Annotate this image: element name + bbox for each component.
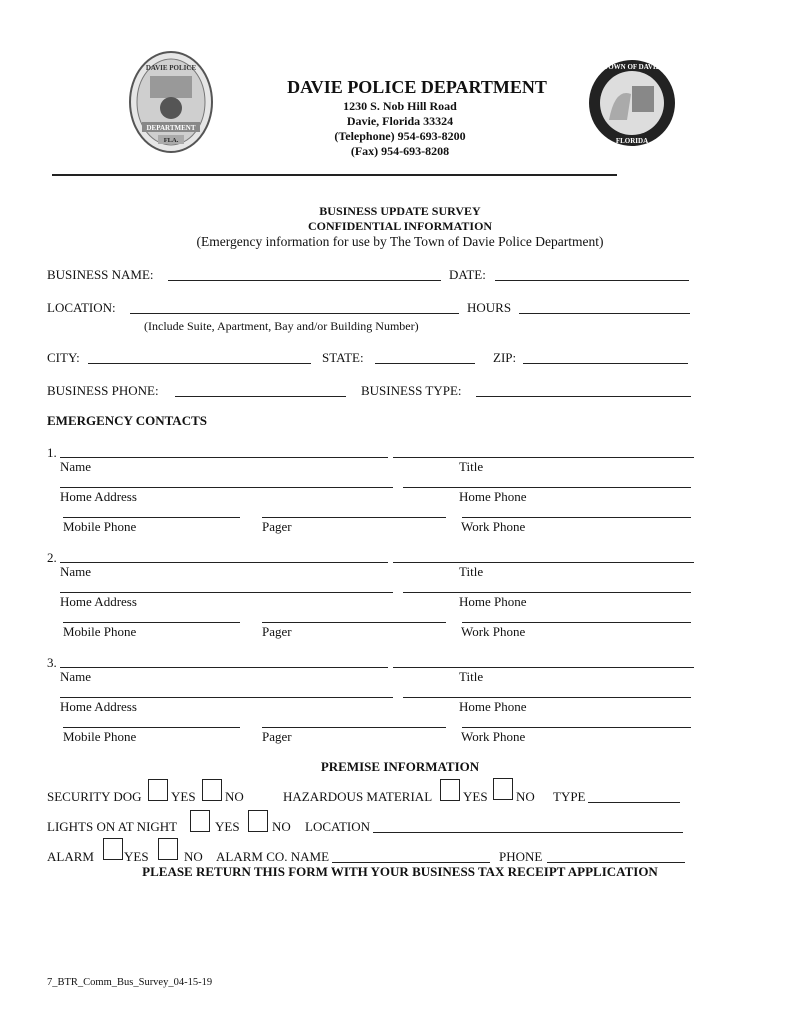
header-divider [52,174,617,176]
lights-location-label: LOCATION [305,819,370,834]
contact-number: 2. [47,550,57,565]
zip-label: ZIP: [493,350,517,365]
type-field[interactable] [588,802,680,803]
state-label: STATE: [322,350,364,365]
contact-pager-field[interactable] [262,622,446,623]
contact-mobile-phone-field[interactable] [63,727,240,728]
alarm-phone-field[interactable] [547,862,685,863]
no-label: NO [225,789,244,804]
type-label: TYPE [553,789,586,804]
contact-mobile-phone-field[interactable] [63,517,240,518]
contact-work-phone-label: Work Phone [461,624,526,639]
contact-home-phone-field[interactable] [403,592,691,593]
department-title: DAVIE POLICE DEPARTMENT [287,77,547,97]
contact-mobile-phone-label: Mobile Phone [63,519,137,534]
contact-work-phone-field[interactable] [462,622,691,623]
security-dog-label: SECURITY DOG [47,789,142,804]
telephone-line: (Telephone) 954-693-8200 [334,129,466,143]
contact-number: 1. [47,445,57,460]
survey-note: (Emergency information for use by The Town of Davie Police Department) [196,234,604,249]
badge-fla-text: FLA. [163,137,179,144]
hazardous-material-label: HAZARDOUS MATERIAL [283,789,433,804]
contact-title-label: Title [459,669,484,684]
contact-home-address-label: Home Address [60,699,137,714]
no-label: NO [272,819,291,834]
contact-mobile-phone-label: Mobile Phone [63,729,137,744]
yes-label: YES [215,819,240,834]
contact-work-phone-label: Work Phone [461,729,526,744]
no-label: NO [516,789,535,804]
contact-mobile-phone-field[interactable] [63,622,240,623]
alarm-co-name-field[interactable] [332,862,490,863]
contact-home-phone-label: Home Phone [459,594,527,609]
contact-home-phone-field[interactable] [403,697,691,698]
survey-subtitle: CONFIDENTIAL INFORMATION [307,219,493,233]
security-dog-yes-checkbox[interactable] [148,779,168,801]
form-id-footer: 7_BTR_Comm_Bus_Survey_04-15-19 [47,977,213,988]
contact-pager-label: Pager [262,624,292,639]
contact-pager-label: Pager [262,729,292,744]
hours-field[interactable] [519,313,690,314]
hazardous-yes-checkbox[interactable] [440,779,460,801]
city-line: Davie, Florida 33324 [346,114,454,128]
contact-pager-field[interactable] [262,517,446,518]
contact-work-phone-label: Work Phone [461,519,526,534]
yes-label: YES [171,789,196,804]
security-dog-no-checkbox[interactable] [202,779,222,801]
business-phone-label: BUSINESS PHONE: [47,383,159,398]
contact-title-field[interactable] [393,667,694,668]
state-field[interactable] [375,363,475,364]
alarm-yes-checkbox[interactable] [103,838,123,860]
alarm-phone-label: PHONE [499,849,543,864]
lights-yes-checkbox[interactable] [190,810,210,832]
city-label: CITY: [47,350,80,365]
contact-mobile-phone-label: Mobile Phone [63,624,137,639]
date-label: DATE: [449,267,486,282]
contact-pager-label: Pager [262,519,292,534]
contact-home-address-label: Home Address [60,489,137,504]
contact-home-address-field[interactable] [60,487,393,488]
contact-pager-field[interactable] [262,727,446,728]
contact-name-field[interactable] [60,457,388,458]
yes-label: YES [124,849,149,864]
contact-title-field[interactable] [393,562,694,563]
contact-home-address-field[interactable] [60,697,393,698]
no-label: NO [184,849,203,864]
contact-home-phone-label: Home Phone [459,489,527,504]
alarm-no-checkbox[interactable] [158,838,178,860]
premise-heading: PREMISE INFORMATION [320,759,480,774]
contact-home-phone-field[interactable] [403,487,691,488]
contact-home-phone-label: Home Phone [459,699,527,714]
contact-name-label: Name [60,564,92,579]
lights-on-label: LIGHTS ON AT NIGHT [47,819,178,834]
business-name-field[interactable] [168,280,441,281]
zip-field[interactable] [523,363,688,364]
return-notice: PLEASE RETURN THIS FORM WITH YOUR BUSINESS TAX RECEIPT APPLICATION [142,864,658,879]
business-type-label: BUSINESS TYPE: [361,383,462,398]
contact-name-field[interactable] [60,667,388,668]
alarm-co-name-label: ALARM CO. NAME [216,849,330,864]
contact-name-label: Name [60,459,92,474]
emergency-contacts-heading: EMERGENCY CONTACTS [47,413,207,428]
contact-title-label: Title [459,459,484,474]
business-phone-field[interactable] [175,396,346,397]
business-type-field[interactable] [476,396,691,397]
fax-line: (Fax) 954-693-8208 [350,144,450,158]
alarm-label: ALARM [47,849,94,864]
location-note: (Include Suite, Apartment, Bay and/or Building Number) [144,319,419,333]
lights-no-checkbox[interactable] [248,810,268,832]
contact-title-label: Title [459,564,484,579]
contact-work-phone-field[interactable] [462,517,691,518]
contact-name-label: Name [60,669,92,684]
location-field[interactable] [130,313,459,314]
contact-work-phone-field[interactable] [462,727,691,728]
contact-home-address-label: Home Address [60,594,137,609]
date-field[interactable] [495,280,689,281]
badge-department-text: DEPARTMENT [146,124,196,132]
contact-name-field[interactable] [60,562,388,563]
yes-label: YES [463,789,488,804]
contact-number: 3. [47,655,57,670]
hours-label: HOURS [467,300,512,315]
seal-top-text: TOWN OF DAVIE [603,63,661,71]
seal-bottom-text: FLORIDA [615,137,649,145]
address-line: 1230 S. Nob Hill Road [343,99,457,113]
hazardous-no-checkbox[interactable] [493,778,513,800]
contact-title-field[interactable] [393,457,694,458]
badge-top-text: DAVIE POLICE [145,64,197,72]
location-label: LOCATION: [47,300,116,315]
business-name-label: BUSINESS NAME: [47,267,154,282]
city-field[interactable] [88,363,311,364]
contact-home-address-field[interactable] [60,592,393,593]
survey-title: BUSINESS UPDATE SURVEY [319,204,481,218]
lights-location-field[interactable] [373,832,683,833]
